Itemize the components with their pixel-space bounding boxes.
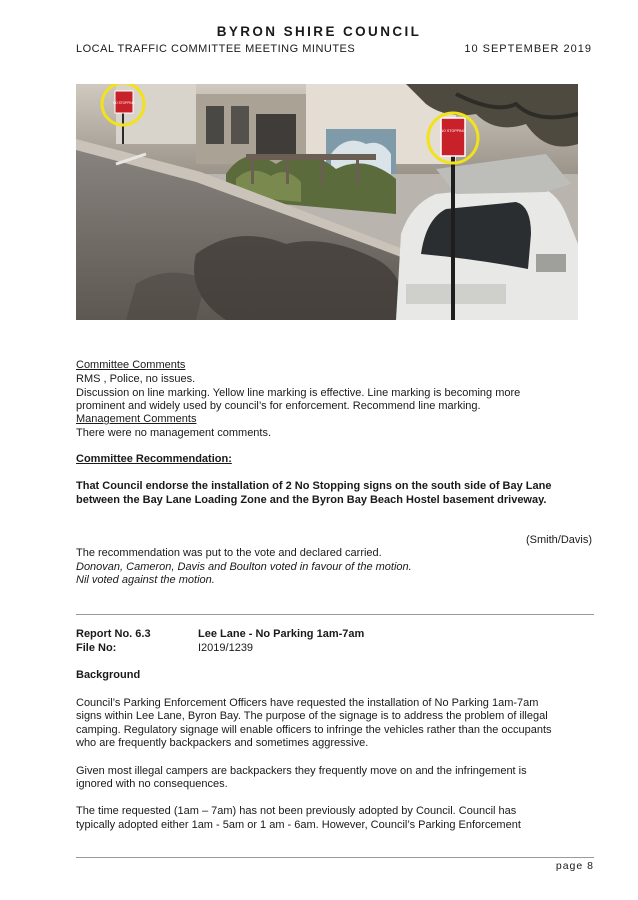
- sign-right-text: NO STOPPING: [440, 129, 466, 133]
- background-paragraph-line: The time requested (1am – 7am) has not been previously adopted by Council. Council has: [76, 805, 517, 817]
- vote-result: The recommendation was put to the vote and declared carried.: [76, 547, 382, 559]
- file-number: I2019/1239: [198, 642, 254, 654]
- management-comments-heading: Management Comments: [76, 413, 197, 425]
- council-title: BYRON SHIRE COUNCIL: [216, 24, 422, 39]
- movers: (Smith/Davis): [525, 534, 592, 546]
- bay-lane-photo: [76, 84, 578, 320]
- background-paragraph-line: Council’s Parking Enforcement Officers have requested the installation of No Parking 1am-7am: [76, 697, 539, 709]
- background-paragraph-line: ignored with no consequences.: [76, 778, 228, 790]
- background-paragraph-line: camping. Regulatory signage will enable officers to infringe the vehicles rather than the occupants: [76, 724, 552, 736]
- report-title: Lee Lane - No Parking 1am-7am: [198, 628, 365, 640]
- page-number: page 8: [555, 860, 594, 872]
- comments-line: Discussion on line marking. Yellow line marking is effective. Line marking is becoming more: [76, 387, 521, 399]
- recommendation-text: That Council endorse the installation of 2 No Stopping signs on the south side of Bay Lane: [76, 480, 552, 492]
- sign-left-text: NO STOPPING: [112, 101, 136, 105]
- comments-line: RMS , Police, no issues.: [76, 373, 196, 385]
- footer-divider: [76, 857, 594, 858]
- comments-line: prominent and widely used by council’s for enforcement. Recommend line marking.: [76, 400, 481, 412]
- file-number-label: File No:: [76, 642, 117, 654]
- background-paragraph-line: signs within Lee Lane, Byron Bay. The purpose of the signage is to address the problem of illegal: [76, 710, 548, 722]
- document-subtitle: LOCAL TRAFFIC COMMITTEE MEETING MINUTES: [76, 43, 356, 55]
- background-paragraph-line: Given most illegal campers are backpackers they frequently move on and the infringement is: [76, 765, 527, 777]
- background-heading: Background: [76, 669, 141, 681]
- management-comments-text: There were no management comments.: [76, 427, 272, 439]
- recommendation-text: between the Bay Lane Loading Zone and the Byron Bay Beach Hostel basement driveway.: [76, 494, 547, 506]
- section-divider: [76, 614, 594, 615]
- committee-recommendation-heading: Committee Recommendation:: [76, 453, 232, 465]
- votes-in-favour: Donovan, Cameron, Davis and Boulton voted in favour of the motion.: [76, 561, 412, 573]
- background-paragraph-line: who are frequently backpackers and sometimes aggressive.: [76, 737, 369, 749]
- report-number-label: Report No. 6.3: [76, 628, 151, 640]
- background-paragraph-line: typically adopted either 1am - 5am or 1 am - 6am. However, Council’s Parking Enforcement: [76, 819, 521, 831]
- votes-against: Nil voted against the motion.: [76, 574, 215, 586]
- meeting-date: 10 SEPTEMBER 2019: [464, 43, 592, 55]
- committee-comments-heading: Committee Comments: [76, 359, 186, 371]
